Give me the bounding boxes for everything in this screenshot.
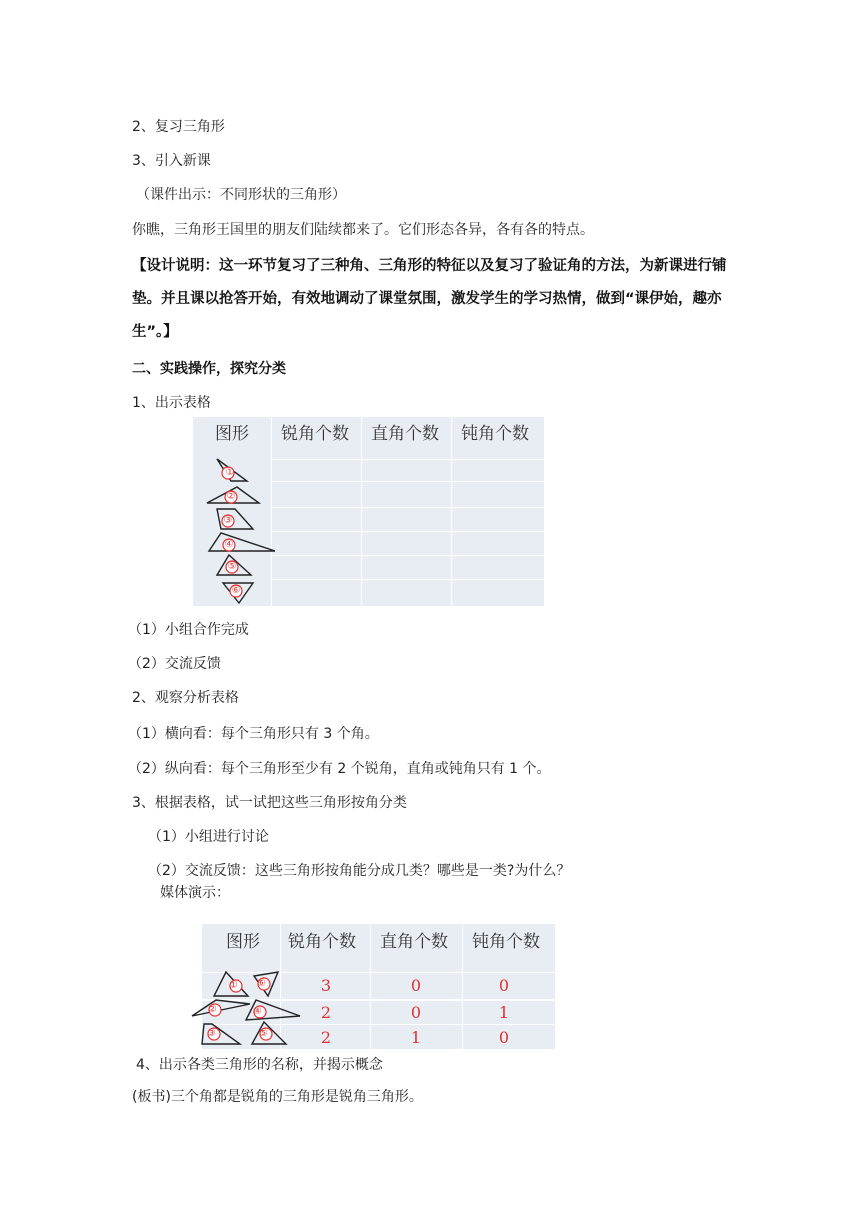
- show-names-line: 4、出示各类三角形的名称，并揭示概念: [136, 1057, 383, 1073]
- table1-header-right: 直角个数: [371, 424, 439, 444]
- table1-header-obtuse: 钝角个数: [461, 424, 529, 444]
- triangle-4: [209, 533, 275, 551]
- row1-right: 0: [410, 976, 422, 995]
- table1-header-shape: 图形: [215, 424, 249, 444]
- group-complete-line: （1）小组合作完成: [128, 622, 249, 638]
- observe-table-line: 2、观察分析表格: [132, 690, 239, 706]
- label-4: ④: [224, 539, 234, 550]
- label-3: ③: [223, 515, 233, 526]
- label-1: ①: [225, 467, 235, 478]
- row1-obtuse: 0: [498, 976, 510, 995]
- row2-acute: 2: [320, 1003, 332, 1022]
- table1-triangles: [201, 417, 291, 606]
- group-discuss-line: （1）小组进行讨论: [148, 829, 269, 845]
- table2-triangles: [188, 970, 308, 1050]
- board-writing-line: (板书)三个角都是锐角的三角形是锐角三角形。: [132, 1089, 423, 1105]
- exchange-feedback-line: （2）交流反馈: [128, 656, 221, 672]
- feedback-question-line: （2）交流反馈：这些三角形按角能分成几类？哪些是一类?为什么？: [148, 863, 571, 879]
- label-5: ⑤: [227, 561, 237, 572]
- label-6: ⑥: [231, 585, 241, 596]
- t2-label-6: ⑥: [257, 978, 266, 989]
- courseware-line: （课件出示：不同形状的三角形）: [136, 187, 346, 203]
- row2-right: 0: [410, 1003, 422, 1022]
- t2-label-1: ①: [229, 980, 238, 991]
- horizontal-line: （1）横向看：每个三角形只有 3 个角。: [128, 726, 379, 742]
- table1-header-acute: 锐角个数: [281, 424, 349, 444]
- media-demo-line: 媒体演示：: [160, 885, 230, 901]
- t2-label-2: ②: [208, 1004, 217, 1015]
- classify-line: 3、根据表格，试一试把这些三角形按角分类: [132, 795, 407, 811]
- review-triangle-line: 2、复习三角形: [132, 119, 225, 135]
- t2-label-4: ④: [253, 1006, 262, 1017]
- vertical-line: （2）纵向看：每个三角形至少有 2 个锐角，直角或钝角只有 1 个。: [128, 761, 551, 777]
- design-note: 【设计说明：这一环节复习了三种角、三角形的特征以及复习了验证角的方法，为新课进行铺垫。并且课以抢答开始，有效地调动了课堂氛围，激发学生的学习热情，做到“课伊始，趣亦生”。】: [132, 258, 727, 340]
- table2-header-right: 直角个数: [380, 932, 448, 952]
- table2-header-shape: 图形: [226, 932, 260, 952]
- t2-label-5: ⑤: [259, 1028, 268, 1039]
- row3-obtuse: 0: [498, 1028, 510, 1047]
- classification-table-empty: [193, 417, 544, 606]
- label-2: ②: [226, 491, 236, 502]
- table2-header-acute: 锐角个数: [288, 932, 356, 952]
- intro-lesson-line: 3、引入新课: [132, 153, 211, 169]
- row3-right: 1: [410, 1028, 422, 1047]
- narration-line: 你瞧，三角形王国里的朋友们陆续都来了。它们形态各异，各有各的特点。: [132, 222, 594, 238]
- row1-acute: 3: [320, 976, 332, 995]
- t2-label-3: ③: [207, 1028, 216, 1039]
- show-table-line: 1、出示表格: [132, 395, 211, 411]
- section-two-heading: 二、实践操作，探究分类: [132, 361, 286, 377]
- row2-obtuse: 1: [498, 1003, 510, 1022]
- row3-acute: 2: [320, 1028, 332, 1047]
- table2-header-obtuse: 钝角个数: [472, 932, 540, 952]
